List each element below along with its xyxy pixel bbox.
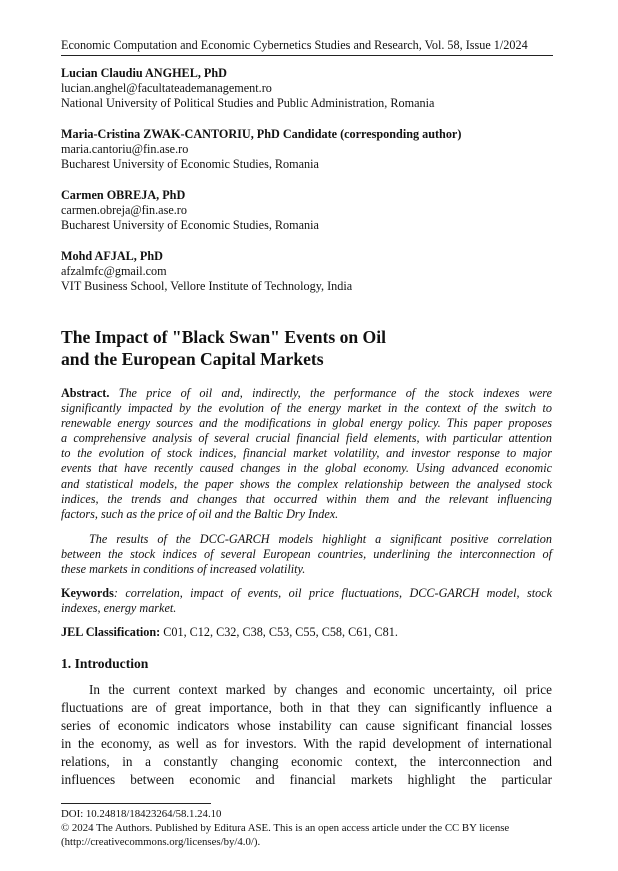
- section-heading: 1. Introduction: [61, 656, 149, 671]
- journal-header: Economic Computation and Economic Cybernetics Studies and Research, Vol. 58, Issue 1/2024: [61, 38, 528, 52]
- author-email[interactable]: maria.cantoriu@fin.ase.ro: [61, 142, 189, 157]
- abstract-line: and statistical models, the paper shows the complex relationship between the analysed stock: [61, 476, 552, 491]
- abstract-line: to the evolution of stock indices, financial market volatility, and investor response to major: [61, 446, 552, 461]
- abstract-line: renewable energy sources and the modifications in global energy policy. This paper proposes: [61, 416, 552, 431]
- body-line: relations, in a constantly changing economic context, the interconnection and: [61, 753, 552, 769]
- jel-classification: [61, 625, 552, 640]
- author-affiliation: VIT Business School, Vellore Institute of Technology, India: [61, 279, 353, 294]
- introduction-body: [61, 681, 552, 788]
- author-block-2: [61, 127, 461, 173]
- license-text: © 2024 The Authors. Published by Editura ASE. This is an open access article under the CC BY license: [61, 822, 510, 834]
- author-block-4: [61, 249, 352, 295]
- author-name: Carmen OBREJA, PhD: [61, 188, 186, 202]
- author-name: Lucian Claudiu ANGHEL, PhD: [61, 66, 227, 80]
- body-line: In the current context marked by changes and economic uncertainty, oil price: [89, 682, 552, 697]
- author-email[interactable]: lucian.anghel@facultateademanagement.ro: [61, 81, 272, 96]
- author-block-1: [61, 66, 434, 112]
- author-affiliation: National University of Political Studies and Public Administration, Romania: [61, 96, 435, 111]
- abstract-line: The results of the DCC-GARCH models highlight a significant positive correlation: [89, 532, 552, 546]
- abstract-line: Abstract. The price of oil and, indirectly, the performance of the stock indexes were: [61, 386, 552, 400]
- body-line: fluctuations are of great importance, both in that they can significantly influence a: [61, 699, 552, 715]
- author-block-3: [61, 188, 319, 234]
- keywords-line: Keywords: correlation, impact of events, oil price fluctuations, DCC-GARCH model, stock: [61, 586, 552, 600]
- author-affiliation: Bucharest University of Economic Studies, Romania: [61, 157, 319, 172]
- header-rule: [61, 55, 553, 56]
- abstract-line: between the stock indices of several European countries, underlining the interconnection of: [61, 547, 552, 562]
- abstract-line: factors, such as the price of oil and the Baltic Dry Index.: [61, 506, 339, 521]
- abstract-line: a comprehensive analysis of several crucial financial field elements, with particular attention: [61, 431, 552, 446]
- abstract-label: Abstract.: [61, 386, 110, 400]
- author-email[interactable]: carmen.obreja@fin.ase.ro: [61, 203, 187, 218]
- body-line: series of economic indicators whose instability can cause significant financial losses: [61, 717, 552, 733]
- abstract-line: indices, the trends and changes that occurred within them and the relevant influencing: [61, 491, 552, 506]
- author-email[interactable]: afzalmfc@gmail.com: [61, 264, 167, 279]
- author-name: Mohd AFJAL, PhD: [61, 249, 163, 263]
- title-line: The Impact of "Black Swan" Events on Oil: [61, 327, 387, 347]
- abstract-line: events that have recently caused changes in the global economy. Using advanced economic: [61, 461, 552, 476]
- abstract: [61, 386, 552, 522]
- paper-title: [61, 326, 386, 370]
- author-affiliation: Bucharest University of Economic Studies, Romania: [61, 218, 319, 233]
- jel-codes: C01, C12, C32, C38, C53, C55, C58, C61, C81.: [160, 625, 398, 639]
- body-line: influences between economic and financial markets highlight the particular: [61, 771, 552, 787]
- title-line: and the European Capital Markets: [61, 349, 324, 369]
- jel-label: JEL Classification:: [61, 625, 161, 639]
- author-name: Maria-Cristina ZWAK-CANTORIU, PhD Candidate (corresponding author): [61, 127, 462, 141]
- keywords: [61, 586, 552, 616]
- license-link[interactable]: (http://creativecommons.org/licenses/by/4.0/).: [61, 836, 261, 848]
- footnote-rule: [61, 803, 211, 804]
- abstract-line: these markets in conditions of increased volatility.: [61, 562, 306, 577]
- doi[interactable]: DOI: 10.24818/18423264/58.1.24.10: [61, 808, 222, 820]
- keywords-line: indexes, energy market.: [61, 601, 177, 616]
- keywords-label: Keywords: [61, 586, 114, 600]
- abstract-results: [61, 532, 552, 577]
- abstract-line: significantly impacted by the evolution of the energy market in the context of the switch to: [61, 401, 552, 416]
- body-line: in the economy, as well as for investors. With the rapid development of international: [61, 735, 552, 751]
- footnote: [61, 807, 509, 849]
